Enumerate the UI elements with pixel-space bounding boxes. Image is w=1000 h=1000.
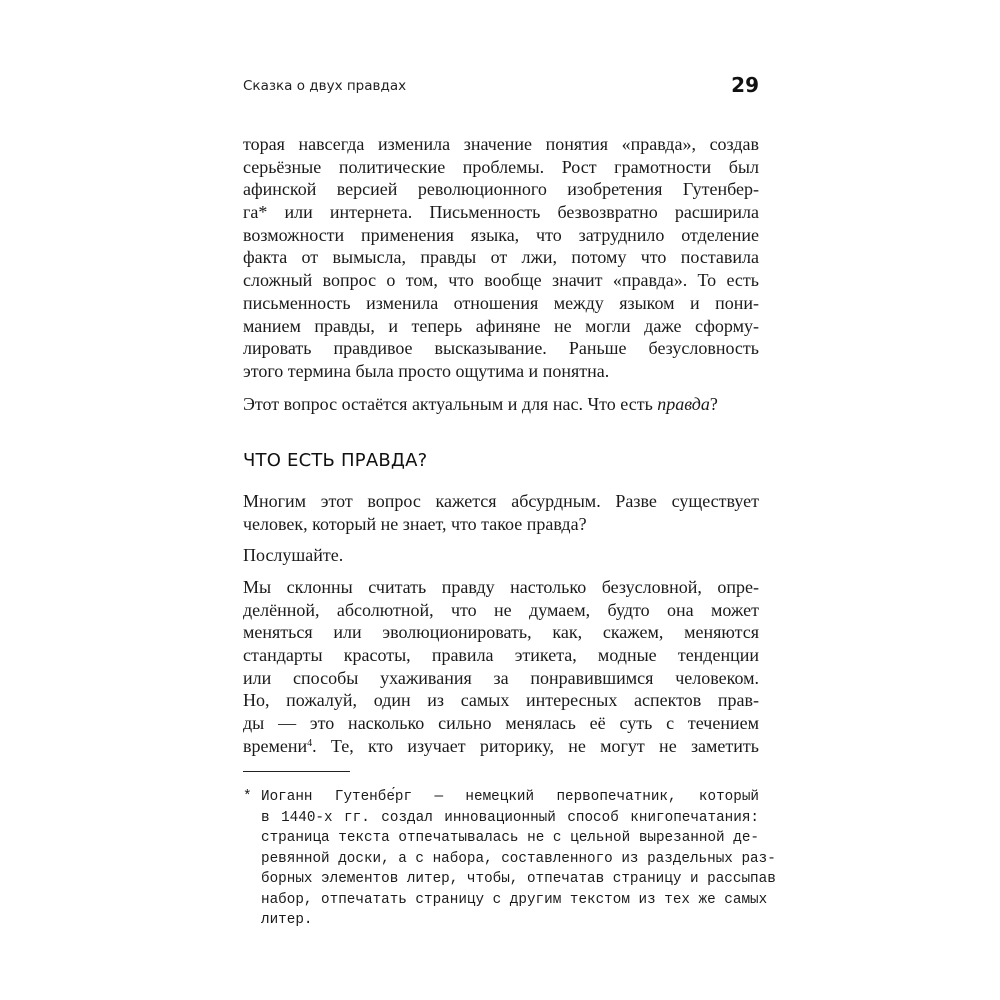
paragraph-question	[243, 393, 759, 416]
footnote-divider	[243, 771, 350, 772]
footnote-marker: *	[243, 789, 252, 805]
footnote-line: ревянной доски, а с набора, составленного из раздельных раз-	[261, 850, 776, 867]
footnote-line: в 1440-х гг. создал инновационный способ книгопечатания:	[261, 809, 759, 826]
footnote-line: страница текста отпечатывалась не с цельной вырезанной де-	[261, 830, 759, 846]
footnote-line: борных элементов литер, чтобы, отпечатав страницу и рассыпав	[261, 871, 776, 887]
text-line: га* или интернета. Письменность безвозвратно расширила	[243, 202, 759, 223]
footnote-text: Иоганн Гутенбе́рг — немецкий первопечатник, который	[261, 789, 759, 805]
text-line	[243, 735, 759, 758]
section-heading: ЧТО ЕСТЬ ПРАВДА?	[243, 450, 428, 471]
footnote-line: набор, отпечатать страницу с другим текстом из тех же самых	[261, 891, 768, 908]
text-line: Мы склонны считать правду настолько безусловной, опре-	[243, 577, 759, 597]
text-line: письменность изменила отношения между языком и пони-	[243, 292, 759, 313]
text-segment: ?	[709, 394, 718, 414]
paragraph	[243, 490, 759, 535]
paragraph-short	[243, 544, 759, 567]
text-line: ды — это насколько сильно менялась её суть с течением	[243, 713, 759, 734]
text-segment: . Те, кто изучает риторику, не могут не заметить	[312, 735, 759, 756]
text-line: афинской версией революционного изобретения Гутенбер-	[243, 179, 759, 200]
text-line: факта от вымысла, правды от лжи, потому что поставила	[243, 247, 759, 268]
footnote	[243, 787, 776, 931]
text-segment: времени	[243, 735, 308, 756]
paragraph-continuation	[243, 133, 759, 383]
text-line: сложный вопрос о том, что вообще значит «правда». То есть	[243, 270, 759, 291]
text-line: лировать правдивое высказывание. Раньше безусловность	[243, 338, 759, 359]
footnote-reference: 4	[307, 737, 313, 749]
text-line: этого термина была просто ощутима и понятна.	[243, 360, 610, 381]
text-line: манием правды, и теперь афиняне не могли даже сформу-	[243, 315, 759, 336]
text-line: торая навсегда изменила значение понятия «правда», создав	[243, 134, 759, 154]
text-line	[243, 393, 759, 416]
text-line: меняться или эволюционировать, как, скажем, меняются	[243, 622, 759, 643]
text-line: Многим этот вопрос кажется абсурдным. Разве существует	[243, 491, 759, 511]
page-number: 29	[731, 73, 759, 97]
italic-word: правда	[657, 394, 710, 414]
paragraph	[243, 576, 759, 758]
text-line: Но, пожалуй, один из самых интересных аспектов прав-	[243, 690, 759, 711]
text-line: стандарты красоты, правила этикета, модные тенденции	[243, 645, 759, 666]
text-line: серьёзные политические проблемы. Рост грамотности был	[243, 156, 759, 177]
text-line: или способы ухаживания за понравившимся человеком.	[243, 667, 759, 688]
running-title: Сказка о двух правдах	[243, 78, 407, 94]
running-head	[243, 73, 759, 98]
footnote-line	[243, 787, 759, 808]
text-segment: Этот вопрос остаётся актуальным и для нас. Что есть	[243, 394, 658, 414]
text-line: делённой, абсолютной, что не думаем, будто она может	[243, 599, 759, 620]
text-line: возможности применения языка, что затруднило отделение	[243, 224, 759, 245]
text-line: Послушайте.	[243, 545, 344, 565]
footnote-line: литер.	[261, 912, 313, 928]
text-line: человек, который не знает, что такое правда?	[243, 513, 587, 534]
